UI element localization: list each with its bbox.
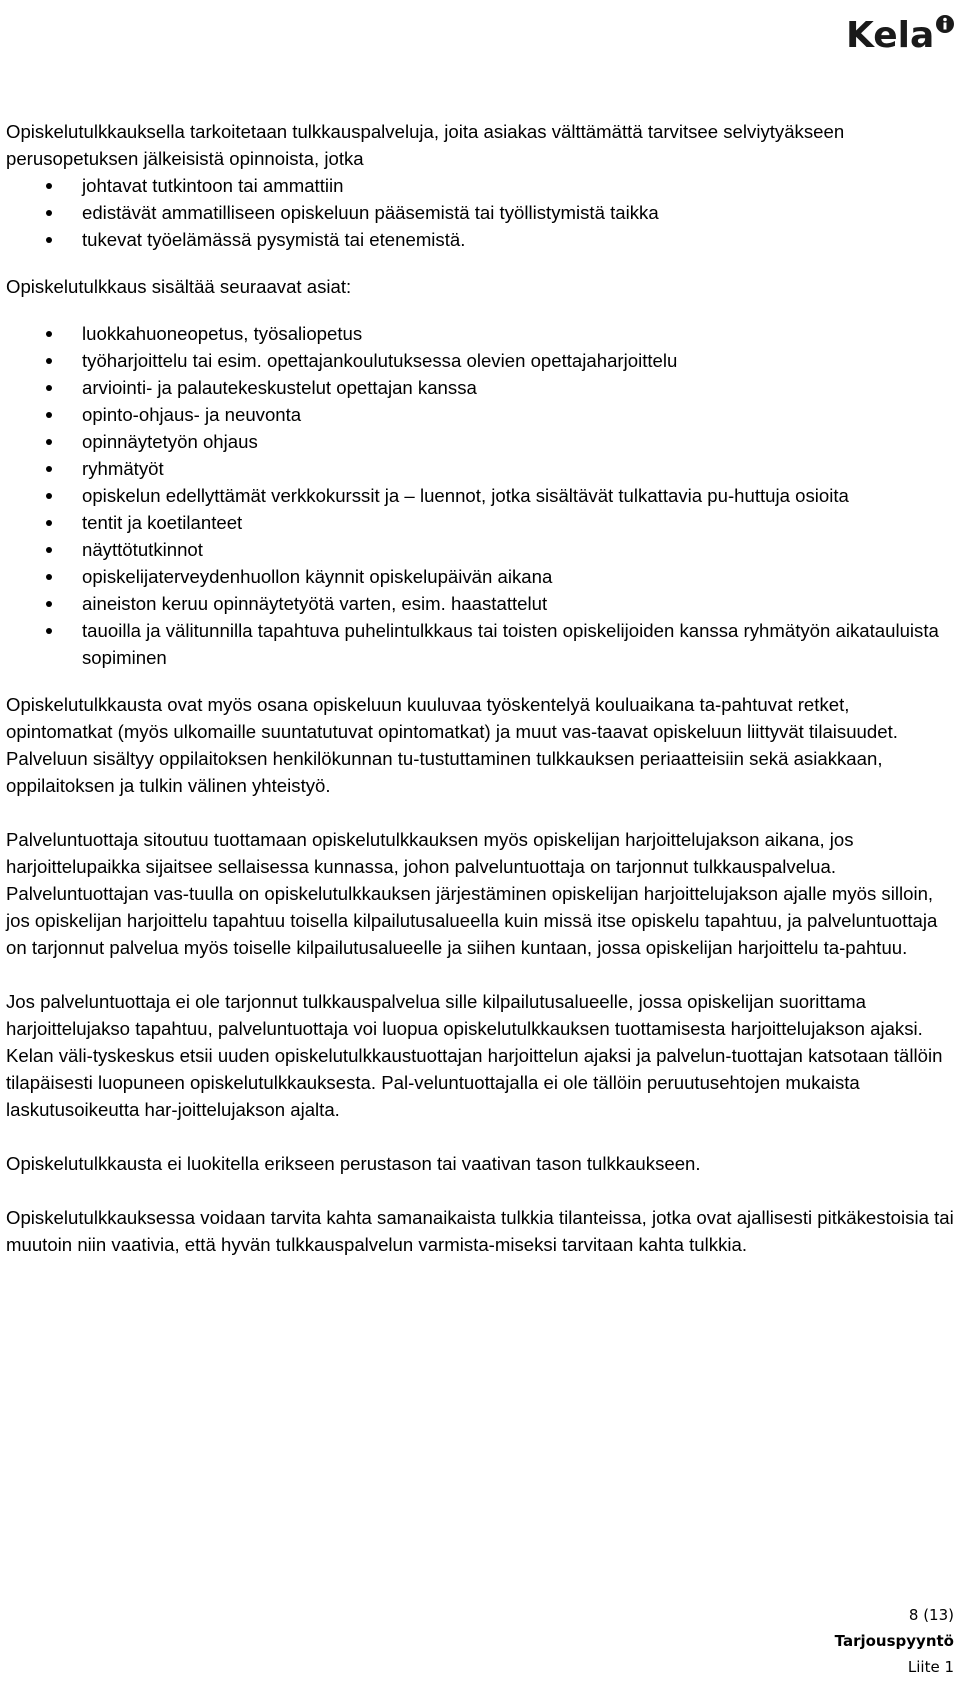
- body-paragraph: Opiskelutulkkauksessa voidaan tarvita kahta samanaikaista tulkkia tilanteissa, jotka ovat ajallisesti pitkäkestoisia tai muutoin niin vaativia, että hyvän tulkkauspalvelun varmista-miseksi tarvitaan kahta tulkkia.: [6, 1207, 954, 1255]
- list-item: tukevat työelämässä pysymistä tai etenemistä.: [6, 226, 954, 253]
- list-item: työharjoittelu tai esim. opettajankoulutuksessa olevien opettajaharjoittelu: [6, 347, 954, 374]
- body-paragraph: Opiskelutulkkausta ovat myös osana opiskeluun kuuluvaa työskentelyä kouluaikana ta-pahtuvat retket, opintomatkat (myös ulkomaille suuntatutuvat opintomatkat) ja muut vas-taavat opiskeluun liittyvät tilaisuudet. Palveluun sisältyy oppilaitoksen henkilökunnan tu-tustuttaminen tulkkauksen periaatteisiin sekä asiakkaan, oppilaitoksen ja tulkin välinen yhteistyö.: [6, 694, 898, 796]
- kela-logo: [846, 14, 956, 54]
- page-footer: [835, 1602, 954, 1680]
- contents-heading: Opiskelutulkkaus sisältää seuraavat asiat:: [6, 276, 352, 297]
- list-item: aineiston keruu opinnäytetyötä varten, esim. haastattelut: [6, 590, 954, 617]
- body-paragraph: Palveluntuottaja sitoutuu tuottamaan opiskelutulkkauksen myös opiskelijan harjoittelujakson aikana, jos harjoittelupaikka sijaitsee sellaisessa kunnassa, johon palveluntuottaja on tarjonnut tulkkauspalvelua. Palveluntuottajan vas-tuulla on opiskelutulkkauksen järjestäminen opiskelijan harjoittelujakson ajalle myös silloin, jos opiskelijan harjoittelu tapahtuu toisella kilpailutusalueella kuin missä itse opiskelu tapahtuu, ja palveluntuottaja on tarjonnut palvelua myös toiselle kilpailutusalueelle ja siihen kuntaan, jossa opiskelijan harjoittelu ta-pahtuu.: [6, 829, 938, 958]
- list-item: arviointi- ja palautekeskustelut opettajan kanssa: [6, 374, 954, 401]
- document-body: [6, 118, 954, 1258]
- intro-paragraph: Opiskelutulkkauksella tarkoitetaan tulkkauspalveluja, joita asiakas välttämättä tarvitsee selviytyäkseen perusopetuksen jälkeisistä opinnoista, jotka: [6, 121, 845, 169]
- list-item: luokkahuoneopetus, työsaliopetus: [6, 320, 954, 347]
- list-item: edistävät ammatilliseen opiskeluun pääsemistä tai työllistymistä taikka: [6, 199, 954, 226]
- document-title: Tarjouspyyntö: [834, 1632, 954, 1650]
- logo-text: Kela: [846, 15, 935, 54]
- body-paragraph: Jos palveluntuottaja ei ole tarjonnut tulkkauspalvelua sille kilpailutusalueelle, jossa opiskelijan suorittama harjoittelujakso tapahtuu, palveluntuottaja voi luopua opiskelutulkkauksen tuottamisesta harjoittelujakson ajaksi. Kelan väli-tyskeskus etsii uuden opiskelutulkkaustuottajan harjoittelun ajaksi ja palvelun-tuottajan katsotaan tällöin tilapäisesti luopuneen opiskelutulkkauksesta. Pal-veluntuottajalla ei ole tällöin peruutusehtojen mukaista laskutusoikeutta har-joittelujakson ajalta.: [6, 991, 943, 1120]
- intro-list: [6, 172, 954, 253]
- attachment-label: Liite 1: [907, 1658, 954, 1676]
- list-item: opinnäytetyön ohjaus: [6, 428, 954, 455]
- list-item: opiskelun edellyttämät verkkokurssit ja – luennot, jotka sisältävät tulkattavia pu-huttuja osioita: [6, 482, 954, 509]
- page-number: 8 (13): [908, 1606, 954, 1624]
- list-item: näyttötutkinnot: [6, 536, 954, 563]
- list-item: johtavat tutkintoon tai ammattiin: [6, 172, 954, 199]
- list-item: tauoilla ja välitunnilla tapahtuva puhelintulkkaus tai toisten opiskelijoiden kanssa ryhmätyön aikatauluista sopiminen: [6, 617, 954, 671]
- body-paragraph: Opiskelutulkkausta ei luokitella erikseen perustason tai vaativan tason tulkkaukseen.: [6, 1153, 701, 1174]
- info-icon: [936, 15, 954, 33]
- list-item: opinto-ohjaus- ja neuvonta: [6, 401, 954, 428]
- list-item: tentit ja koetilanteet: [6, 509, 954, 536]
- list-item: opiskelijaterveydenhuollon käynnit opiskelupäivän aikana: [6, 563, 954, 590]
- contents-list: [6, 320, 954, 671]
- list-item: ryhmätyöt: [6, 455, 954, 482]
